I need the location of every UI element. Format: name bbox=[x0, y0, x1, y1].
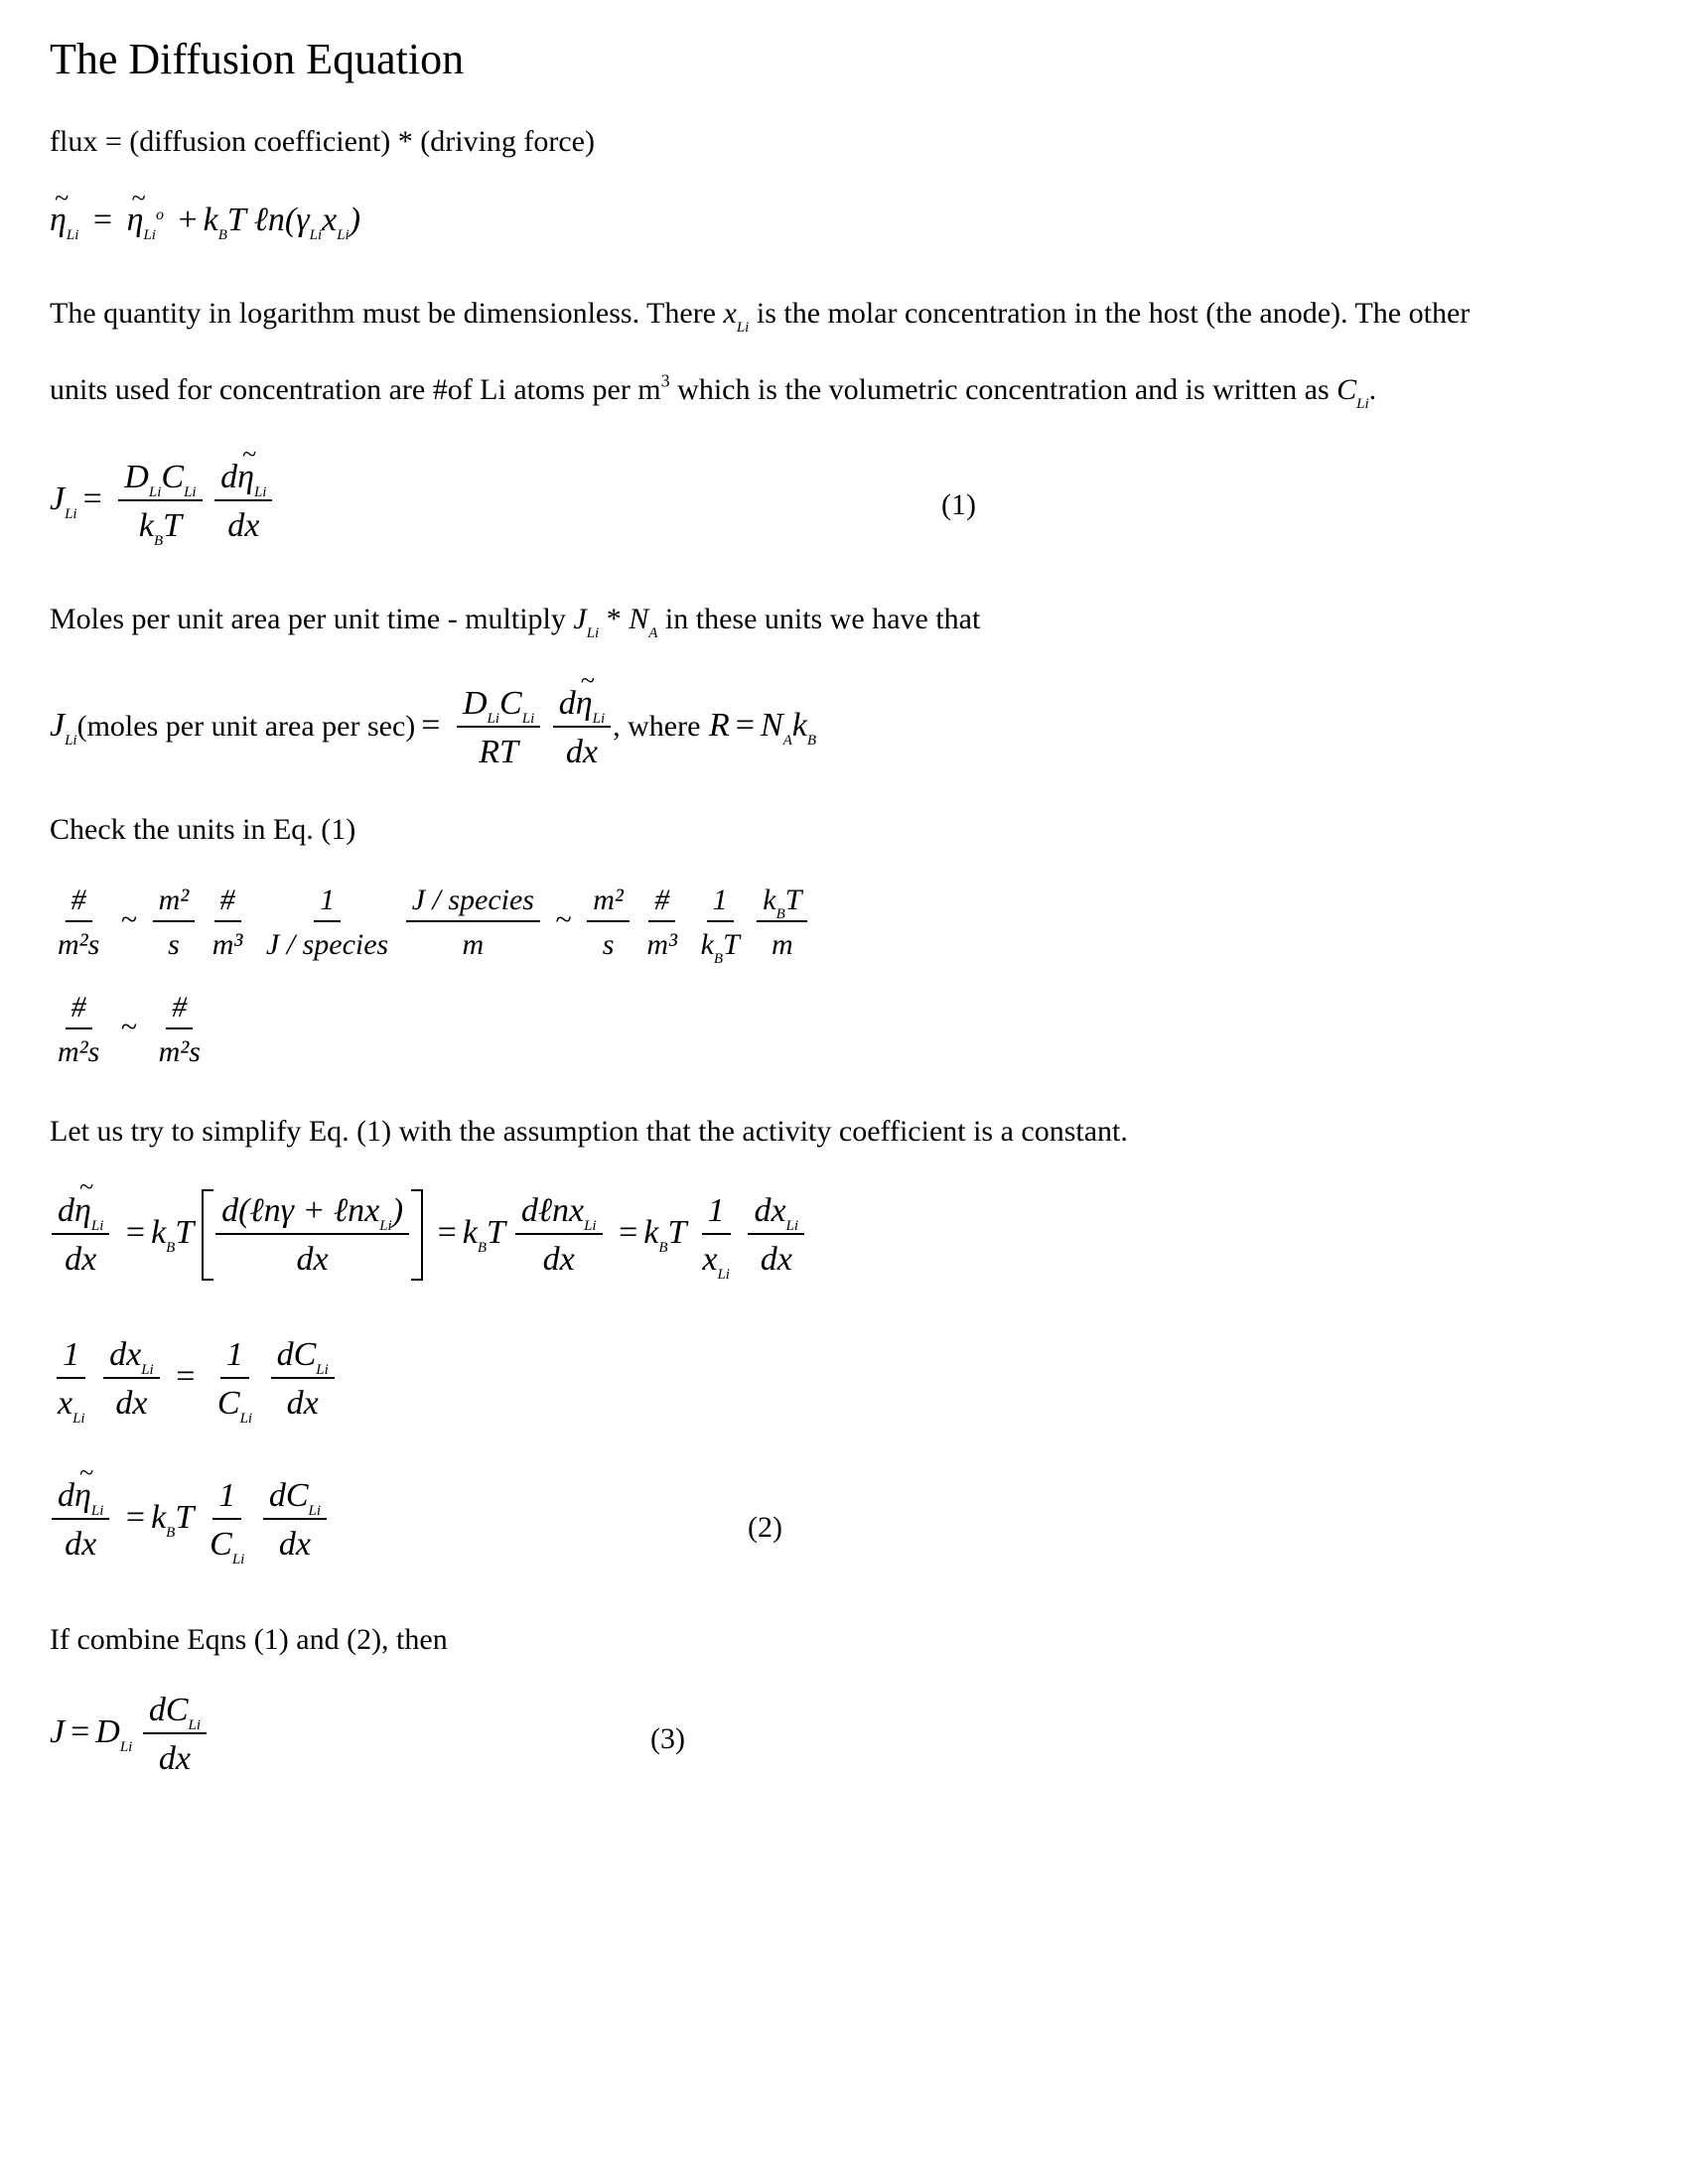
molar-flux-equation: $J_{Li}(moles$ per unit area per sec) = $\frac{D_{Li}C_{Li}}{RT}$ $\frac{d\sim \eta_{Li}}{dx}$ , where $R = N_Ak_B$ bbox=[50, 685, 816, 771]
units-check-line-2: $\frac{\#}{\text{m²s}}$ ~ $\frac{\#}{\text{m²s}}$ bbox=[58, 991, 201, 1068]
derivative-expansion-equation: $\frac{d\sim \eta_{Li}}{dx}$ = $k_BT$ $\frac{d(\ell n\gamma + \ell nx_{Li})}{dx}$ = $k_BT$ $\frac{d\ell nx_{Li}}{dx}$ = $k_BT$ $\frac{1}{x_{Li}}$ $\frac{dx_{Li}}{dx}$ bbox=[50, 1189, 806, 1281]
combine-statement: If combine Eqns (1) and (2), then bbox=[50, 1623, 448, 1656]
equation-1-number: (1) bbox=[941, 488, 976, 521]
equation-1: $J_{Li}$ = $\frac{D_{Li}C_{Li}}{k_BT}$ $\frac{d\sim \eta_{Li}}{dx}$ bbox=[50, 459, 274, 545]
equation-2-number: (2) bbox=[748, 1511, 782, 1544]
equation-3-number: (3) bbox=[650, 1722, 685, 1755]
page-title: The Diffusion Equation bbox=[50, 35, 465, 83]
equation-2: $\frac{d\sim \eta_{Li}}{dx}$ = $k_BT$ $\frac{1}{C_{Li}}$ $\frac{dC_{Li}}{dx}$ bbox=[50, 1477, 329, 1564]
chemical-potential-equation: ~ $\eta_{Li}$ = ~ $\eta_{Li}^o + k_BT$ $\ell n(\gamma_{Li}x_{Li})$ bbox=[50, 204, 360, 237]
simplify-statement: Let us try to simplify Eq. (1) with the assumption that the activity coefficient is a constant. bbox=[50, 1115, 1128, 1148]
paragraph-line-2: units used for concentration are #of Li atoms per $m^3$ which is the volumetric concentration and is written as $C_{Li}$. bbox=[50, 370, 1377, 412]
concentration-ratio-equation: $\frac{1}{x_{Li}}$ $\frac{dx_{Li}}{dx}$ = $\frac{1}{C_{Li}}$ $\frac{dC_{Li}}{dx}$ bbox=[50, 1336, 337, 1423]
moles-line: Moles per unit area per unit time - multiply $J_{Li} * N_A$ in these units we have that bbox=[50, 603, 981, 641]
paragraph-line-1: The quantity in logarithm must be dimensionless. There $x_{Li}$ is the molar concentration in the host (the anode). The other bbox=[50, 297, 1471, 336]
check-units-heading: Check the units in Eq. (1) bbox=[50, 813, 356, 846]
flux-definition: flux = (diffusion coefficient) * (driving force) bbox=[50, 125, 595, 158]
units-check-line-1: $\frac{\#}{\text{m²s}}$ ~ $\frac{\text{m²}}{s}$ $\frac{\#}{\text{m³}}$ $\frac{1}{\text{J / species}}$ $\frac{\text{J / species}}{m}$ ~ $\frac{\text{m²}}{s}$ $\frac{\#}{\text{m³}}$ $\frac{1}{k_BT}$ $\frac{k_BT}{m}$ bbox=[50, 884, 809, 961]
equation-3: $J = D_{Li}$ $\frac{dC_{Li}}{dx}$ bbox=[50, 1692, 209, 1778]
